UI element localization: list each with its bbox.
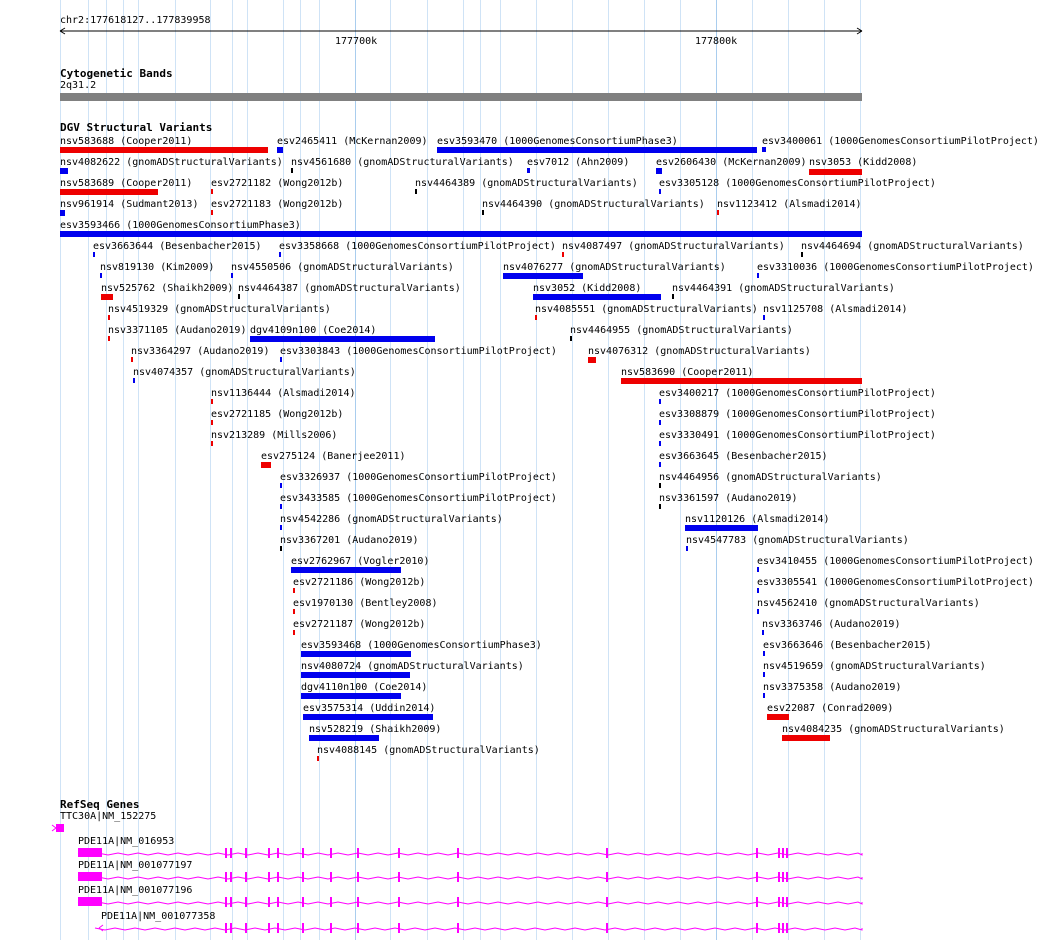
variant-bar[interactable] xyxy=(686,546,688,551)
variant-bar[interactable] xyxy=(291,567,401,573)
variant-bar[interactable] xyxy=(535,315,537,320)
variant-label: nsv4519329 (gnomADStructuralVariants) xyxy=(108,304,331,315)
variant-bar[interactable] xyxy=(757,588,759,593)
variant-bar[interactable] xyxy=(280,525,282,530)
variant-bar[interactable] xyxy=(659,189,661,194)
variant-label: esv3663645 (Besenbacher2015) xyxy=(659,451,828,462)
variant-label: esv3326937 (1000GenomesConsortiumPilotProject) xyxy=(280,472,557,483)
gene-label: PDE11A|NM_001077197 xyxy=(78,860,193,871)
variant-label: nsv4087497 (gnomADStructuralVariants) xyxy=(562,241,785,252)
variant-bar[interactable] xyxy=(301,651,411,657)
variant-bar[interactable] xyxy=(527,168,530,173)
variant-label: nsv528219 (Shaikh2009) xyxy=(309,724,442,735)
variant-bar[interactable] xyxy=(280,357,282,362)
cytoband-bar[interactable] xyxy=(60,93,862,101)
variant-bar[interactable] xyxy=(562,252,564,257)
grid-line xyxy=(247,0,248,940)
variant-bar[interactable] xyxy=(757,609,759,614)
variant-label: nsv4550506 (gnomADStructuralVariants) xyxy=(231,262,454,273)
variant-bar[interactable] xyxy=(482,210,484,215)
variant-label: nsv4562410 (gnomADStructuralVariants) xyxy=(757,598,980,609)
variant-label: nsv3361597 (Audano2019) xyxy=(659,493,798,504)
variant-label: nsv4464389 (gnomADStructuralVariants) xyxy=(415,178,638,189)
variant-label: esv2762967 (Vogler2010) xyxy=(291,556,430,567)
variant-bar[interactable] xyxy=(317,756,319,761)
variant-bar[interactable] xyxy=(291,168,293,173)
grid-line xyxy=(680,0,681,940)
variant-bar[interactable] xyxy=(570,336,572,341)
variant-label: nsv4561680 (gnomADStructuralVariants) xyxy=(291,157,514,168)
variant-label: nsv1123412 (Alsmadi2014) xyxy=(717,199,862,210)
variant-label: nsv4464955 (gnomADStructuralVariants) xyxy=(570,325,793,336)
variant-label: esv3410455 (1000GenomesConsortiumPilotProject) xyxy=(757,556,1034,567)
ruler-tick-label: 177800k xyxy=(695,36,738,47)
gene-label: PDE11A|NM_001077196 xyxy=(78,885,193,896)
gene-label: TTC30A|NM_152275 xyxy=(60,811,157,822)
variant-label: nsv4542286 (gnomADStructuralVariants) xyxy=(280,514,503,525)
variant-bar[interactable] xyxy=(211,210,213,215)
variant-bar[interactable] xyxy=(211,441,213,446)
variant-label: nsv4074357 (gnomADStructuralVariants) xyxy=(133,367,356,378)
variant-label: nsv583688 (Cooper2011) xyxy=(60,136,193,147)
dgv-track-title: DGV Structural Variants xyxy=(60,121,213,134)
variant-label: esv275124 (Banerjee2011) xyxy=(261,451,406,462)
variant-label: esv3593466 (1000GenomesConsortiumPhase3) xyxy=(60,220,301,231)
ruler[interactable] xyxy=(0,20,890,65)
variant-label: nsv4088145 (gnomADStructuralVariants) xyxy=(317,745,540,756)
grid-line xyxy=(210,0,211,940)
variant-bar[interactable] xyxy=(280,483,282,488)
variant-bar[interactable] xyxy=(238,294,240,299)
variant-bar[interactable] xyxy=(672,294,674,299)
variant-label: esv3305128 (1000GenomesConsortiumPilotProject) xyxy=(659,178,936,189)
variant-label: esv3308879 (1000GenomesConsortiumPilotProject) xyxy=(659,409,936,420)
variant-bar[interactable] xyxy=(621,378,862,384)
variant-bar[interactable] xyxy=(782,735,830,741)
variant-bar[interactable] xyxy=(211,399,213,404)
variant-bar[interactable] xyxy=(250,336,435,342)
variant-label: dgv4110n100 (Coe2014) xyxy=(301,682,428,693)
variant-bar[interactable] xyxy=(767,714,789,720)
variant-label: nsv4076277 (gnomADStructuralVariants) xyxy=(503,262,726,273)
gene-model[interactable] xyxy=(0,895,890,909)
variant-bar[interactable] xyxy=(809,169,862,175)
variant-bar[interactable] xyxy=(60,168,68,174)
variant-label: esv2721182 (Wong2012b) xyxy=(211,178,344,189)
variant-label: esv3663644 (Besenbacher2015) xyxy=(93,241,262,252)
variant-bar[interactable] xyxy=(763,693,765,698)
variant-bar[interactable] xyxy=(279,252,281,257)
variant-bar[interactable] xyxy=(60,231,862,237)
variant-bar[interactable] xyxy=(60,210,65,216)
variant-bar[interactable] xyxy=(93,252,95,257)
variant-label: esv3330491 (1000GenomesConsortiumPilotProject) xyxy=(659,430,936,441)
grid-line xyxy=(752,0,753,940)
variant-label: dgv4109n100 (Coe2014) xyxy=(250,325,377,336)
gene-label: PDE11A|NM_001077358 xyxy=(101,911,216,922)
ruler-tick-label: 177700k xyxy=(335,36,378,47)
variant-bar[interactable] xyxy=(659,504,661,509)
variant-bar[interactable] xyxy=(133,378,135,383)
variant-bar[interactable] xyxy=(659,441,661,446)
gene-label: PDE11A|NM_016953 xyxy=(78,836,175,847)
variant-bar[interactable] xyxy=(100,273,102,278)
variant-label: esv3358668 (1000GenomesConsortiumPilotProject) xyxy=(279,241,556,252)
variant-bar[interactable] xyxy=(303,714,433,720)
variant-bar[interactable] xyxy=(131,357,133,362)
variant-label: esv3663646 (Besenbacher2015) xyxy=(763,640,932,651)
variant-bar[interactable] xyxy=(533,294,661,300)
grid-line xyxy=(716,0,717,940)
variant-label: esv2721185 (Wong2012b) xyxy=(211,409,344,420)
location-label: chr2:177618127..177839958 xyxy=(60,15,211,26)
variant-label: esv7012 (Ahn2009) xyxy=(527,157,630,168)
variant-bar[interactable] xyxy=(763,651,765,656)
variant-label: nsv3364297 (Audano2019) xyxy=(131,346,270,357)
variant-bar[interactable] xyxy=(261,462,271,468)
variant-label: nsv4085551 (gnomADStructuralVariants) xyxy=(535,304,758,315)
variant-bar[interactable] xyxy=(301,672,410,678)
variant-bar[interactable] xyxy=(231,273,233,278)
variant-bar[interactable] xyxy=(211,189,213,194)
variant-bar[interactable] xyxy=(280,546,282,551)
variant-label: nsv4076312 (gnomADStructuralVariants) xyxy=(588,346,811,357)
variant-bar[interactable] xyxy=(763,315,765,320)
variant-bar[interactable] xyxy=(108,315,110,320)
variant-label: nsv4464694 (gnomADStructuralVariants) xyxy=(801,241,1024,252)
variant-bar[interactable] xyxy=(60,147,268,153)
variant-bar[interactable] xyxy=(757,273,759,278)
variant-label: esv2721183 (Wong2012b) xyxy=(211,199,344,210)
variant-bar[interactable] xyxy=(293,630,295,635)
variant-label: esv3400061 (1000GenomesConsortiumPilotProject) xyxy=(762,136,1039,147)
variant-bar[interactable] xyxy=(801,252,803,257)
variant-bar[interactable] xyxy=(659,462,661,467)
variant-label: nsv961914 (Sudmant2013) xyxy=(60,199,199,210)
gene-model[interactable] xyxy=(0,821,890,835)
variant-label: nsv3363746 (Audano2019) xyxy=(762,619,901,630)
variant-bar[interactable] xyxy=(101,294,113,300)
variant-label: esv3433585 (1000GenomesConsortiumPilotProject) xyxy=(280,493,557,504)
variant-bar[interactable] xyxy=(717,210,719,215)
variant-label: nsv583690 (Cooper2011) xyxy=(621,367,754,378)
variant-label: esv2465411 (McKernan2009) xyxy=(277,136,428,147)
variant-label: esv2606430 (McKernan2009) xyxy=(656,157,807,168)
cytoband-label: 2q31.2 xyxy=(60,80,97,91)
variant-label: nsv4519659 (gnomADStructuralVariants) xyxy=(763,661,986,672)
variant-label: esv3303843 (1000GenomesConsortiumPilotProject) xyxy=(280,346,557,357)
variant-bar[interactable] xyxy=(659,399,661,404)
variant-bar[interactable] xyxy=(588,357,596,363)
variant-bar[interactable] xyxy=(211,420,213,425)
variant-label: esv3575314 (Uddin2014) xyxy=(303,703,436,714)
variant-label: esv3400217 (1000GenomesConsortiumPilotProject) xyxy=(659,388,936,399)
variant-bar[interactable] xyxy=(762,630,764,635)
gene-model[interactable] xyxy=(0,870,890,884)
grid-line xyxy=(232,0,233,940)
variant-bar[interactable] xyxy=(280,504,282,509)
variant-bar[interactable] xyxy=(685,525,758,531)
variant-label: nsv1120126 (Alsmadi2014) xyxy=(685,514,830,525)
cytoband-track-title: Cytogenetic Bands xyxy=(60,67,173,80)
variant-bar[interactable] xyxy=(656,168,662,174)
variant-label: nsv525762 (Shaikh2009) xyxy=(101,283,234,294)
variant-label: esv22087 (Conrad2009) xyxy=(767,703,894,714)
variant-label: esv3305541 (1000GenomesConsortiumPilotProject) xyxy=(757,577,1034,588)
variant-label: nsv4547783 (gnomADStructuralVariants) xyxy=(686,535,909,546)
variant-bar[interactable] xyxy=(659,420,661,425)
variant-bar[interactable] xyxy=(503,273,583,279)
variant-label: nsv3375358 (Audano2019) xyxy=(763,682,902,693)
gene-model[interactable] xyxy=(0,921,890,935)
variant-label: nsv4080724 (gnomADStructuralVariants) xyxy=(301,661,524,672)
variant-label: nsv3052 (Kidd2008) xyxy=(533,283,642,294)
refseq-track-title: RefSeq Genes xyxy=(60,798,140,811)
variant-bar[interactable] xyxy=(659,483,661,488)
variant-label: nsv213289 (Mills2006) xyxy=(211,430,338,441)
variant-bar[interactable] xyxy=(437,147,757,153)
variant-label: nsv583689 (Cooper2011) xyxy=(60,178,193,189)
variant-label: nsv4082622 (gnomADStructuralVariants) xyxy=(60,157,283,168)
variant-label: esv2721186 (Wong2012b) xyxy=(293,577,426,588)
variant-label: nsv1136444 (Alsmadi2014) xyxy=(211,388,356,399)
variant-label: nsv4464390 (gnomADStructuralVariants) xyxy=(482,199,705,210)
variant-label: esv3593470 (1000GenomesConsortiumPhase3) xyxy=(437,136,678,147)
variant-bar[interactable] xyxy=(757,567,759,572)
variant-label: esv1970130 (Bentley2008) xyxy=(293,598,438,609)
variant-bar[interactable] xyxy=(763,672,765,677)
variant-label: esv2721187 (Wong2012b) xyxy=(293,619,426,630)
variant-bar[interactable] xyxy=(277,147,283,153)
variant-bar[interactable] xyxy=(60,189,158,195)
variant-label: nsv819130 (Kim2009) xyxy=(100,262,215,273)
variant-label: nsv4084235 (gnomADStructuralVariants) xyxy=(782,724,1005,735)
variant-label: nsv1125708 (Alsmadi2014) xyxy=(763,304,908,315)
variant-bar[interactable] xyxy=(415,189,417,194)
variant-label: nsv4464387 (gnomADStructuralVariants) xyxy=(238,283,461,294)
variant-label: nsv4464956 (gnomADStructuralVariants) xyxy=(659,472,882,483)
variant-label: esv3593468 (1000GenomesConsortiumPhase3) xyxy=(301,640,542,651)
variant-bar[interactable] xyxy=(301,693,401,699)
variant-bar[interactable] xyxy=(293,588,295,593)
variant-label: esv3310036 (1000GenomesConsortiumPilotProject) xyxy=(757,262,1034,273)
variant-label: nsv4464391 (gnomADStructuralVariants) xyxy=(672,283,895,294)
variant-label: nsv3367201 (Audano2019) xyxy=(280,535,419,546)
variant-bar[interactable] xyxy=(309,735,379,741)
variant-label: nsv3053 (Kidd2008) xyxy=(809,157,918,168)
variant-label: nsv3371105 (Audano2019) xyxy=(108,325,247,336)
variant-bar[interactable] xyxy=(762,147,766,152)
variant-bar[interactable] xyxy=(108,336,110,341)
gene-model[interactable] xyxy=(0,846,890,860)
variant-bar[interactable] xyxy=(293,609,295,614)
